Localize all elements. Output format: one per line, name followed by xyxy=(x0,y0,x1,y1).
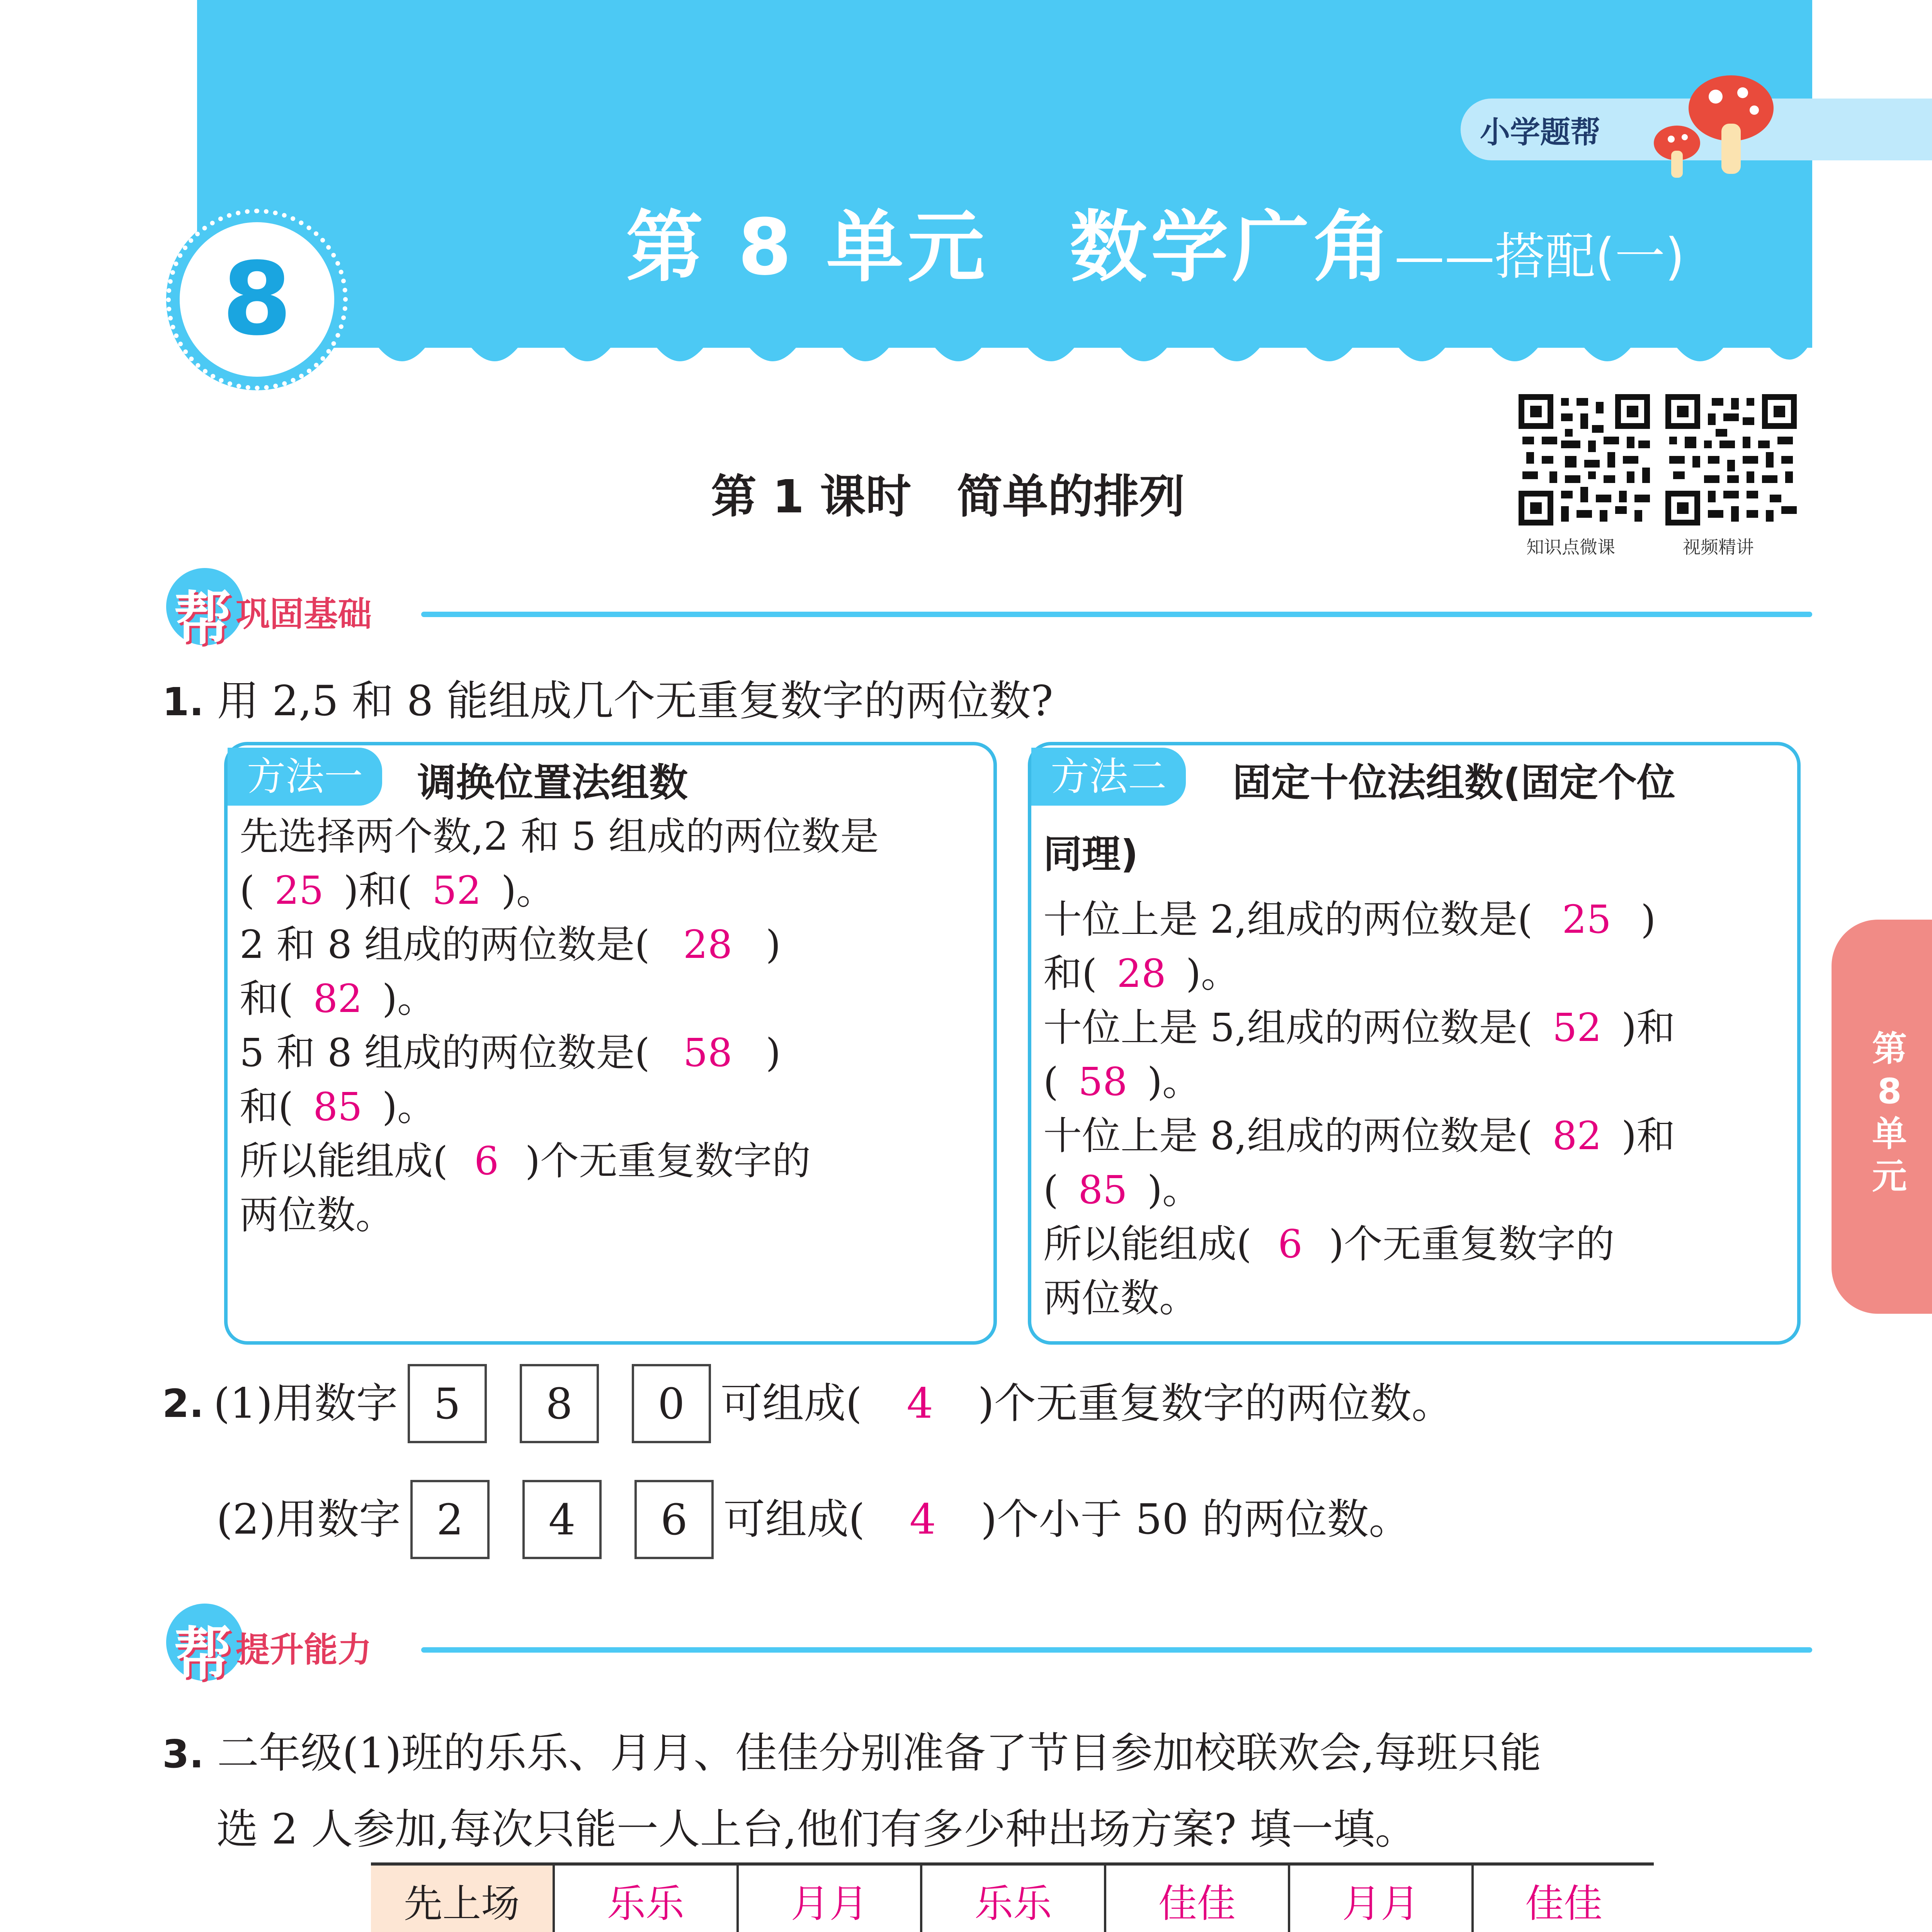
table-cell[interactable]: 佳佳 xyxy=(1105,1864,1289,1932)
qr-code-icon[interactable] xyxy=(1515,390,1654,529)
method-1-text: 所以能组成( xyxy=(240,1138,448,1184)
answer-blank[interactable]: 58 xyxy=(683,1030,733,1075)
question-text: (1)用数字 xyxy=(213,1379,398,1428)
method-1-line: ( 25 )和( 52 )。 xyxy=(240,864,879,918)
qr-label-microlesson: 知识点微课 xyxy=(1526,537,1615,558)
section-title: 提升能力 xyxy=(236,1630,372,1670)
question-2-part-1 xyxy=(162,1364,1453,1443)
method-1-text: 5 和 8 组成的两位数是( xyxy=(240,1030,650,1075)
method-2-line: 两位数。 xyxy=(1043,1276,1198,1321)
table-cell[interactable]: 佳佳 xyxy=(1473,1864,1654,1932)
method-1-line: 两位数。 xyxy=(240,1192,394,1238)
method-2-body xyxy=(1043,893,1675,1325)
method-1-line: 先选择两个数,2 和 5 组成的两位数是 xyxy=(240,814,879,859)
digit-card: 4 xyxy=(522,1480,602,1559)
answer-blank[interactable]: 82 xyxy=(1552,1113,1602,1158)
method-2-tag: 方法二 xyxy=(1031,748,1186,806)
title-main: 第 8 单元 数学广角 xyxy=(626,202,1395,293)
method-2-line: 和( 28 )。 xyxy=(1043,947,1675,1001)
method-1-text: 2 和 8 组成的两位数是( xyxy=(240,922,650,967)
answer-blank[interactable]: 28 xyxy=(683,922,733,967)
answer-blank[interactable]: 85 xyxy=(1078,1167,1128,1213)
question-text: )个无重复数字的两位数。 xyxy=(978,1379,1453,1428)
method-1-line xyxy=(240,1134,879,1188)
digit-card: 5 xyxy=(408,1364,487,1443)
method-1-line: 和( 82 )。 xyxy=(240,972,879,1026)
method-2-line: 十位上是 2,组成的两位数是( 25 ) xyxy=(1043,893,1675,947)
method-1-line: 2 和 8 组成的两位数是( 28 ) xyxy=(240,918,879,972)
question-number: 1. xyxy=(162,679,204,724)
question-2-part-2 xyxy=(216,1480,1410,1559)
answer-blank[interactable]: 4 xyxy=(909,1495,936,1544)
method-2-line: ( 58 )。 xyxy=(1043,1055,1675,1109)
unit-number: 8 xyxy=(180,222,334,377)
method-2-text: 十位上是 5,组成的两位数是( xyxy=(1043,1005,1533,1050)
answer-blank[interactable]: 28 xyxy=(1117,951,1166,996)
section-bang: 帮 xyxy=(174,1621,232,1688)
answer-blank[interactable]: 58 xyxy=(1078,1059,1128,1104)
section-title: 巩固基础 xyxy=(236,594,372,634)
method-2-text: 十位上是 8,组成的两位数是( xyxy=(1043,1113,1533,1158)
table-header-cell: 先上场 xyxy=(371,1864,554,1932)
digit-card: 6 xyxy=(634,1480,714,1559)
page-title xyxy=(626,185,1685,296)
method-2-text: )个无重复数字的 xyxy=(1329,1221,1615,1267)
method-1-line: 和( 85 )。 xyxy=(240,1080,879,1134)
table-cell[interactable]: 乐乐 xyxy=(554,1864,738,1932)
order-table xyxy=(371,1862,1654,1932)
table-cell[interactable]: 月月 xyxy=(1289,1864,1473,1932)
table-cell[interactable]: 月月 xyxy=(738,1864,922,1932)
method-2-line: 十位上是 8,组成的两位数是( 82 )和 xyxy=(1043,1109,1675,1163)
answer-blank[interactable]: 6 xyxy=(1278,1221,1303,1267)
question-text: 用 2,5 和 8 能组成几个无重复数字的两位数? xyxy=(217,677,1053,725)
qr-code-icon[interactable] xyxy=(1662,390,1801,529)
answer-blank[interactable]: 25 xyxy=(274,868,324,913)
lesson-title: 第 1 课时 简单的排列 xyxy=(711,470,1185,523)
method-1-text: )个无重复数字的 xyxy=(525,1138,811,1184)
method-2-title-cont: 同理) xyxy=(1043,832,1138,877)
method-1-tag: 方法一 xyxy=(228,748,382,806)
digit-card: 2 xyxy=(410,1480,490,1559)
method-1-line: 5 和 8 组成的两位数是( 58 ) xyxy=(240,1026,879,1080)
answer-blank[interactable]: 25 xyxy=(1562,897,1611,942)
question-text: (2)用数字 xyxy=(216,1495,401,1544)
answer-blank[interactable]: 52 xyxy=(432,868,481,913)
method-2-line: ( 85 )。 xyxy=(1043,1163,1675,1217)
question-number: 2. xyxy=(162,1381,204,1426)
brand-label: 小学题帮 xyxy=(1480,115,1601,150)
section-divider xyxy=(421,1647,1812,1653)
question-text: 可组成( xyxy=(723,1495,865,1544)
table-cell[interactable]: 乐乐 xyxy=(921,1864,1105,1932)
header-wave xyxy=(185,317,1824,386)
question-text: )个小于 50 的两位数。 xyxy=(981,1495,1411,1544)
question-line xyxy=(162,1716,1541,1792)
section-divider xyxy=(421,612,1812,617)
method-2-text: 十位上是 2,组成的两位数是( xyxy=(1043,897,1533,942)
digit-card: 8 xyxy=(520,1364,599,1443)
unit-badge xyxy=(166,209,348,390)
answer-blank[interactable]: 52 xyxy=(1552,1005,1602,1050)
title-sub: ——搭配(一) xyxy=(1394,227,1685,286)
answer-blank[interactable]: 6 xyxy=(474,1138,499,1184)
method-1-body xyxy=(240,810,879,1242)
method-2-title: 固定十位法组数(固定个位 xyxy=(1233,760,1675,805)
method-2-line: 十位上是 5,组成的两位数是( 52 )和 xyxy=(1043,1001,1675,1055)
question-3 xyxy=(162,1716,1541,1867)
method-2-text: 所以能组成( xyxy=(1043,1221,1252,1267)
answer-blank[interactable]: 82 xyxy=(313,976,362,1021)
method-1-title: 调换位置法组数 xyxy=(417,760,688,805)
qr-label-video: 视频精讲 xyxy=(1683,537,1754,558)
table-row xyxy=(371,1864,1654,1932)
mushroom-icon xyxy=(1650,66,1777,182)
question-1 xyxy=(162,674,1053,729)
question-line: 选 2 人参加,每次只能一人上台,他们有多少种出场方案? 填一填。 xyxy=(216,1805,1417,1854)
question-text: 可组成( xyxy=(720,1379,862,1428)
digit-card: 0 xyxy=(632,1364,711,1443)
answer-blank[interactable]: 4 xyxy=(906,1379,934,1428)
side-tab-label: 第8单元 xyxy=(1872,1029,1907,1197)
section-bang: 帮 xyxy=(174,585,232,653)
question-text: 二年级(1)班的乐乐、月月、佳佳分别准备了节目参加校联欢会,每班只能 xyxy=(217,1729,1542,1777)
answer-blank[interactable]: 85 xyxy=(313,1084,362,1129)
method-2-line xyxy=(1043,1217,1675,1271)
question-number: 3. xyxy=(162,1731,204,1777)
